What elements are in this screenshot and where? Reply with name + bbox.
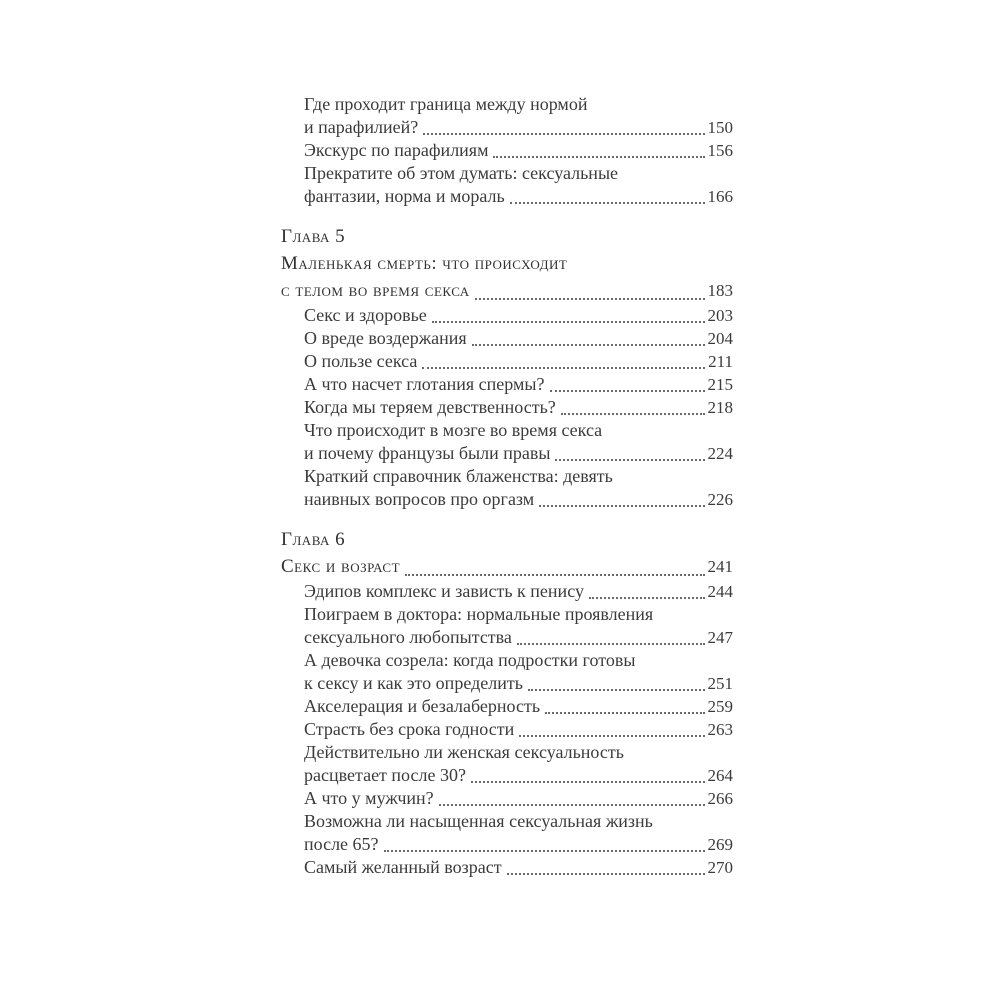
toc-entry-line	[304, 442, 733, 465]
toc-entry-line	[304, 741, 733, 764]
dotted-leader	[439, 804, 705, 806]
toc-entry-line	[304, 419, 733, 442]
toc-entry-line	[304, 327, 733, 350]
toc-entry-line	[304, 764, 733, 787]
toc-entry-line-text: Секс и здоровье	[304, 305, 427, 325]
toc-entry-line-text: Прекратите об этом думать: сексуальные	[304, 163, 619, 183]
toc-entry-line	[304, 116, 733, 139]
toc-entry-line-text: Действительно ли женская сексуальность	[304, 742, 624, 762]
toc-entry-line	[304, 373, 733, 396]
page-number: 204	[707, 329, 733, 348]
toc-entry-line	[304, 93, 733, 116]
toc-section	[281, 93, 733, 208]
toc-entry-line-text: к сексу и как это определить	[304, 673, 523, 693]
toc-entry-line-text: фантазии, норма и мораль	[304, 186, 505, 206]
toc-entry-line-text: сексуального любопытства	[304, 627, 512, 647]
toc-entry-line-text: Краткий справочник блаженства: девять	[304, 466, 613, 486]
dotted-leader	[422, 367, 705, 369]
dotted-leader	[423, 133, 704, 135]
page-number: 203	[707, 306, 733, 325]
dotted-leader	[405, 574, 704, 576]
page-number: 247	[707, 628, 733, 647]
page-number: 259	[707, 697, 733, 716]
toc-entry-line	[304, 603, 733, 626]
toc-entry-line	[304, 304, 733, 327]
page-number: 224	[707, 444, 733, 463]
page-number: 266	[707, 789, 733, 808]
page-number: 156	[707, 141, 733, 160]
toc-entry-line-text: А что насчет глотания спермы?	[304, 374, 545, 394]
page-number: 215	[707, 375, 733, 394]
chapter-label-text: Глава 5	[281, 226, 346, 247]
dotted-leader	[384, 850, 705, 852]
dotted-leader	[471, 781, 705, 783]
chapter-section	[281, 526, 733, 879]
dotted-leader	[519, 735, 704, 737]
chapter-title-line	[281, 250, 733, 277]
toc-entry-line	[304, 396, 733, 419]
toc-entry-line-text: расцветает после 30?	[304, 765, 466, 785]
toc-entry-line	[304, 856, 733, 879]
dotted-leader	[561, 413, 705, 415]
page-number: 150	[707, 118, 733, 137]
page-number: 218	[707, 398, 733, 417]
toc-entry-line-text: Поиграем в доктора: нормальные проявления	[304, 604, 654, 624]
dotted-leader	[528, 689, 705, 691]
page-number: 241	[707, 557, 733, 576]
toc-entry-line-text: Что происходит в мозге во время секса	[304, 420, 603, 440]
dotted-leader	[472, 344, 705, 346]
toc-entry-line-text: А что у мужчин?	[304, 788, 434, 808]
toc-entry-line-text: Эдипов комплекс и зависть к пенису	[304, 581, 584, 601]
chapter-title-line	[281, 553, 733, 580]
toc-entry-line-text: Где проходит граница между нормой	[304, 94, 588, 114]
toc-entry-line-text: О пользе секса	[304, 351, 418, 371]
toc-entry-line-text: после 65?	[304, 834, 379, 854]
dotted-leader	[507, 873, 705, 875]
chapter-title-line	[281, 277, 733, 304]
dotted-leader	[475, 298, 705, 300]
toc-entry-line-text: А девочка созрела: когда подростки готовы	[304, 650, 636, 670]
page-number: 183	[707, 281, 733, 300]
toc-entry-line	[304, 718, 733, 741]
dotted-leader	[550, 390, 705, 392]
toc-entry-line-text: Страсть без срока годности	[304, 719, 515, 739]
toc-entry-line	[304, 185, 733, 208]
toc-entry-line-text: Возможна ли насыщенная сексуальная жизнь	[304, 811, 653, 831]
chapter-label	[281, 526, 733, 553]
dotted-leader	[432, 321, 705, 323]
page-number: 269	[707, 835, 733, 854]
chapter-section	[281, 223, 733, 511]
toc-entry-line-text: О вреде воздержания	[304, 328, 467, 348]
toc-entry-line	[304, 672, 733, 695]
toc-entry-line-text: Акселерация и безалаберность	[304, 696, 541, 716]
dotted-leader	[555, 459, 704, 461]
toc-entry-line	[304, 465, 733, 488]
dotted-leader	[493, 156, 704, 158]
page-number: 251	[707, 674, 733, 693]
page-number: 263	[707, 720, 733, 739]
chapter-label-text: Глава 6	[281, 529, 346, 550]
toc-entry-line	[304, 649, 733, 672]
page-number: 226	[707, 490, 733, 509]
toc-entry-line	[304, 139, 733, 162]
toc-entry-line-text: и парафилией?	[304, 117, 419, 137]
dotted-leader	[589, 597, 705, 599]
dotted-leader	[545, 712, 704, 714]
toc-entry-line	[304, 626, 733, 649]
dotted-leader	[517, 643, 705, 645]
toc-entry-line	[304, 350, 733, 373]
toc-entry-line	[304, 787, 733, 810]
toc-entry-line	[304, 810, 733, 833]
page-number: 211	[708, 352, 733, 371]
chapter-title-line-text: Секс и возраст	[281, 556, 401, 577]
chapter-title-line-text: Маленькая смерть: что происходит	[281, 253, 568, 274]
page-number: 264	[707, 766, 733, 785]
toc-entry-line-text: Когда мы теряем девственность?	[304, 397, 556, 417]
dotted-leader	[539, 505, 704, 507]
toc-entry-line-text: Экскурс по парафилиям	[304, 140, 489, 160]
toc-entry-line	[304, 580, 733, 603]
page-number: 244	[707, 582, 733, 601]
chapter-title-line-text: с телом во время секса	[281, 280, 470, 301]
toc-entry-line-text: наивных вопросов про оргазм	[304, 489, 535, 509]
toc-entry-line	[304, 488, 733, 511]
dotted-leader	[510, 202, 705, 204]
toc-entry-line-text: Самый желанный возраст	[304, 857, 502, 877]
toc-entry-line-text: и почему французы были правы	[304, 443, 551, 463]
toc-entry-line	[304, 833, 733, 856]
toc-entry-line	[304, 162, 733, 185]
page-number: 166	[707, 187, 733, 206]
toc-entry-line	[304, 695, 733, 718]
page-number: 270	[707, 858, 733, 877]
chapter-label	[281, 223, 733, 250]
toc	[281, 93, 733, 879]
